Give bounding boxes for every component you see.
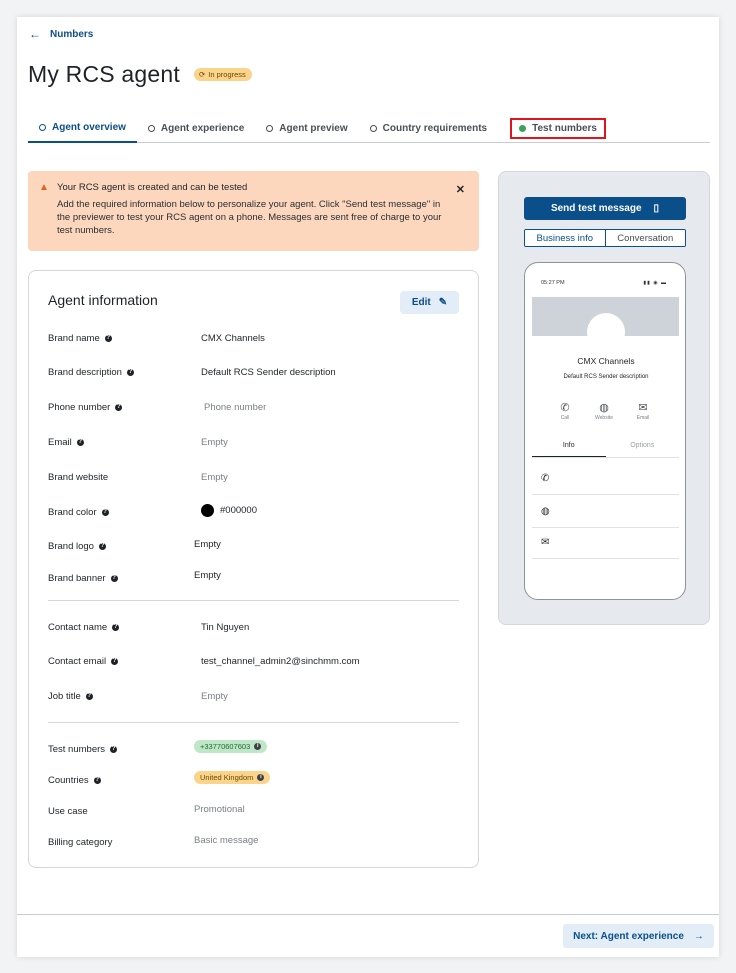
close-icon[interactable]: ✕ <box>455 184 465 196</box>
info-alert <box>28 171 479 251</box>
field-value: Empty <box>201 472 228 483</box>
field-label: Contact email <box>48 656 107 667</box>
pencil-icon: ✎ <box>438 297 448 308</box>
tab-agent-overview[interactable] <box>28 118 137 143</box>
field-label: Brand banner <box>48 573 106 584</box>
alert-body: Add the required information below to personalize your agent. Click "Send test message" in the previewer to test your RCS agent on a phone. Messages are sent free of charge to your test numbers. <box>57 199 442 236</box>
country-chip <box>194 771 270 784</box>
field-value: Default RCS Sender description <box>201 367 336 378</box>
card-title: Agent information <box>48 292 158 308</box>
field-value: Empty <box>201 437 228 448</box>
field-label: Brand logo <box>48 541 94 552</box>
field-value: CMX Channels <box>201 333 265 344</box>
phone-info-row <box>532 463 679 495</box>
action-label: Website <box>595 415 613 421</box>
tab-test-numbers[interactable] <box>510 118 606 139</box>
field-test-numbers <box>48 744 117 755</box>
tab-label: Country requirements <box>382 123 488 134</box>
divider <box>48 600 459 601</box>
field-brand-website <box>48 472 108 483</box>
title-row <box>28 61 252 88</box>
tab-label: Test numbers <box>532 123 597 134</box>
field-brand-logo <box>48 541 106 552</box>
segment-conversation[interactable]: Conversation <box>606 230 686 246</box>
phone-brand-description: Default RCS Sender description <box>563 374 649 380</box>
help-icon[interactable]: ? <box>106 335 111 341</box>
page <box>17 17 719 957</box>
color-swatch <box>201 504 214 517</box>
help-icon[interactable]: ? <box>95 777 99 783</box>
field-label: Brand name <box>48 333 100 344</box>
action-label: Email <box>636 415 650 421</box>
help-icon[interactable]: ? <box>111 746 116 752</box>
refresh-icon: ⟳ <box>198 70 206 79</box>
phone-icon: ✆ <box>560 402 570 414</box>
phone-message-icon: ▯ <box>653 203 660 214</box>
help-icon[interactable]: ? <box>128 369 133 375</box>
help-icon[interactable]: ? <box>78 439 83 445</box>
agent-previewer <box>498 171 710 625</box>
field-value: Empty <box>194 539 221 550</box>
field-value: #000000 <box>220 505 257 517</box>
mail-icon: ✉ <box>638 402 648 414</box>
field-value: Empty <box>201 691 228 702</box>
field-label: Contact name <box>48 622 108 633</box>
circle-icon <box>370 125 377 132</box>
field-billing-category <box>48 837 112 848</box>
help-icon[interactable]: ? <box>103 509 107 515</box>
field-label: Brand description <box>48 367 122 378</box>
phone-info-row <box>532 527 679 559</box>
field-label: Brand color <box>48 507 97 518</box>
field-brand-description <box>48 367 134 378</box>
field-value-color <box>201 504 257 517</box>
field-contact-email <box>48 656 118 667</box>
field-brand-color <box>48 507 109 518</box>
send-test-message-button[interactable] <box>524 197 686 220</box>
preview-mode-toggle <box>524 229 686 247</box>
help-icon[interactable]: ? <box>116 404 121 410</box>
tab-label: Agent overview <box>52 122 126 133</box>
field-contact-name <box>48 622 119 633</box>
phone-action-call <box>550 401 580 421</box>
next-button-label: Next: Agent experience <box>573 930 684 942</box>
phone-tab-options: Options <box>630 442 655 449</box>
info-icon[interactable]: i <box>257 774 264 781</box>
edit-button[interactable] <box>400 291 459 314</box>
field-label: Job title <box>48 691 81 702</box>
arrow-left-icon: ← <box>29 27 41 41</box>
phone-time: 05:27 PM <box>541 280 565 286</box>
brand-logo-placeholder <box>587 313 625 351</box>
help-icon[interactable]: ? <box>87 693 92 699</box>
chip-label: +33770607603 <box>200 742 251 751</box>
page-title: My RCS agent <box>28 61 180 87</box>
globe-icon: ◍ <box>541 506 550 517</box>
phone-tabs <box>532 438 679 458</box>
field-brand-banner <box>48 573 118 584</box>
tab-agent-experience[interactable] <box>137 118 255 143</box>
phone-icon: ✆ <box>541 473 550 484</box>
help-icon[interactable]: ? <box>100 543 105 549</box>
mail-icon: ✉ <box>541 537 550 548</box>
action-label: Call <box>560 415 570 421</box>
field-value: test_channel_admin2@sinchmm.com <box>201 656 360 667</box>
tab-label: Agent preview <box>279 123 348 134</box>
circle-icon <box>39 124 46 131</box>
field-countries <box>48 775 101 786</box>
footer-divider <box>17 914 719 915</box>
status-badge-label: In progress <box>208 70 246 79</box>
info-icon[interactable]: i <box>254 743 261 750</box>
arrow-right-icon: → <box>693 930 704 942</box>
back-link[interactable] <box>29 27 93 41</box>
tab-agent-preview[interactable] <box>255 118 358 143</box>
alert-title: Your RCS agent is created and can be tested <box>57 182 248 193</box>
field-value: Phone number <box>204 402 267 413</box>
phone-mockup <box>524 262 686 600</box>
field-label: Countries <box>48 775 89 786</box>
field-label: Test numbers <box>48 744 106 755</box>
field-email <box>48 437 84 448</box>
field-label: Brand website <box>48 472 109 483</box>
edit-button-label: Edit <box>411 297 431 308</box>
field-phone-number <box>48 402 122 413</box>
warning-icon: ▲ <box>39 182 49 193</box>
field-label: Phone number <box>48 402 111 413</box>
help-icon[interactable]: ? <box>112 658 117 664</box>
phone-action-email <box>628 401 658 421</box>
phone-brand-name: CMX Channels <box>577 356 635 366</box>
send-test-message-label: Send test message <box>550 203 642 214</box>
phone-tab-info: Info <box>532 438 606 457</box>
field-job-title <box>48 691 93 702</box>
help-icon[interactable]: ? <box>113 624 118 630</box>
circle-icon <box>266 125 273 132</box>
tab-label: Agent experience <box>160 123 245 134</box>
phone-status-icons: ▮▮ ◉ ▬ <box>643 280 667 286</box>
tab-country-requirements[interactable] <box>359 118 498 143</box>
field-label: Email <box>48 437 72 448</box>
help-icon[interactable]: ? <box>112 575 116 581</box>
field-value: Tin Nguyen <box>201 622 250 633</box>
phone-info-row <box>532 496 679 528</box>
tab-bar <box>28 118 710 143</box>
segment-business-info[interactable]: Business info <box>525 230 606 246</box>
field-value: Empty <box>194 570 221 581</box>
circle-icon <box>148 125 155 132</box>
divider <box>48 722 459 723</box>
field-use-case <box>48 806 88 817</box>
next-agent-experience-button[interactable] <box>563 924 714 948</box>
field-label: Billing category <box>48 837 113 848</box>
check-circle-icon <box>519 125 526 132</box>
field-value: Promotional <box>194 804 245 815</box>
chip-label: United Kingdom <box>200 773 254 782</box>
phone-action-website <box>589 401 619 421</box>
field-value: Basic message <box>194 835 259 846</box>
test-number-chip <box>194 740 267 753</box>
status-badge <box>194 68 252 81</box>
globe-icon: ◍ <box>599 402 609 414</box>
field-brand-name <box>48 333 112 344</box>
back-link-label: Numbers <box>50 28 94 40</box>
field-label: Use case <box>48 806 88 817</box>
agent-information-card <box>28 270 479 868</box>
